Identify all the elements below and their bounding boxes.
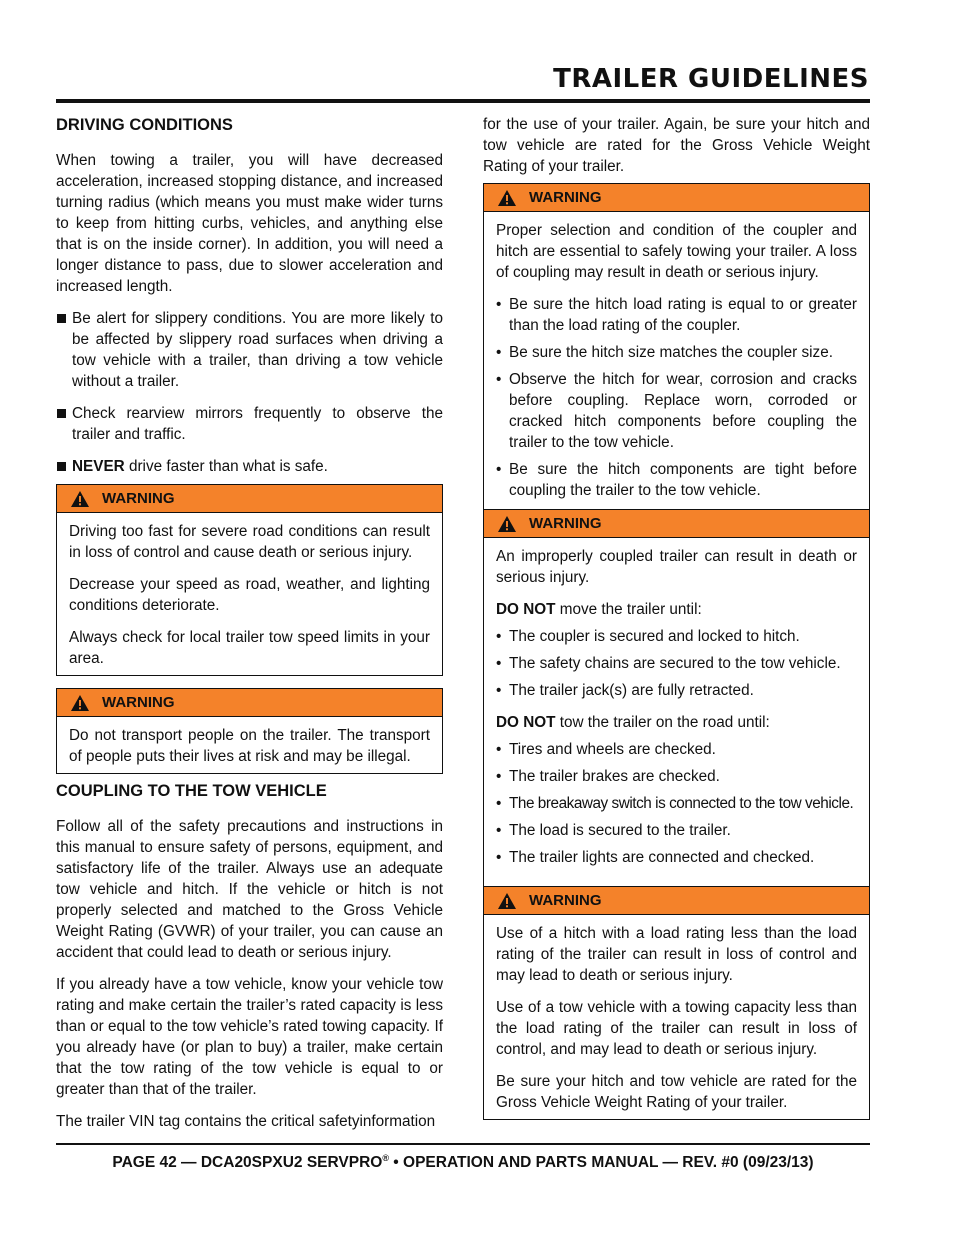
bullet-text: The load is secured to the trailer. [509,822,731,839]
footer-text: • OPERATION AND PARTS MANUAL — REV. #0 (09/23/13) [388,1154,814,1172]
bullet-dot-icon: • [496,768,502,785]
coupling-heading: COUPLING TO THE TOW VEHICLE [56,782,327,800]
never-bold: NEVER [72,458,125,475]
bullet-dot-icon: • [496,461,502,478]
warning-text: Use of a tow vehicle with a towing capacity less than the load rating of the trailer can result in loss of control, and may lead to death or serious injury. [496,999,857,1058]
bullet-text: Observe the hitch for wear, corrosion and cracks before coupling. Replace worn, corroded or cracked hitch components before coupling the trailer to the tow vehicle. [509,371,857,451]
bullet-dot-icon: • [496,795,501,812]
warning-header [57,689,442,717]
registered-mark: ® [382,1153,389,1163]
list-item [496,369,857,453]
bullet-dot-icon: • [496,741,502,758]
bullet-text: Tires and wheels are checked. [509,741,716,758]
bullet-text: Be sure the hitch components are tight before coupling the trailer to the tow vehicle. [509,461,857,499]
square-bullet-icon [57,462,66,471]
warning-triangle-icon [70,694,90,712]
list-item [496,342,857,363]
warning-label: WARNING [102,490,175,507]
warning-text: Be sure your hitch and tow vehicle are rated for the Gross Vehicle Weight Rating of your trailer. [496,1073,857,1111]
warning-header [484,509,869,538]
bullet-text: The breakaway switch is connected to the tow vehicle. [509,795,854,812]
bullet-dot-icon: • [496,849,502,866]
do-not-tow-line [496,712,857,733]
warning-body [57,513,442,675]
warning-text: Always check for local trailer tow speed limits in your area. [69,629,430,667]
warning-label: WARNING [529,515,602,532]
continuation-text: for the use of your trailer. Again, be sure your hitch and tow vehicle are rated for the Gross Vehicle Weight Rating of your trailer. [483,116,870,175]
warning-text: Do not transport people on the trailer. The transport of people puts their lives at risk and may be illegal. [69,727,430,765]
footer-text: PAGE 42 — DCA20SPXU2 SERVPRO [112,1154,383,1172]
coupling-text: If you already have a tow vehicle, know your vehicle tow rating and make certain the trailer’s rated capacity is less than or equal to the tow vehicle’s rated towing capacity. If you already have (or plan to buy) a trailer, make certain that the tow rating of the tow vehicle is equal to or greater than that of the trailer. [56,976,443,1098]
bullet-text: The coupler is secured and locked to hitch. [509,628,800,645]
bullet-text: Be sure the hitch load rating is equal to or greater than the load rating of the coupler. [509,296,857,334]
page-footer [56,1153,870,1172]
left-column [56,114,443,1143]
warning-header [484,886,869,915]
list-item [56,403,443,445]
page-title: TRAILER GUIDELINES [553,64,869,94]
list-item [496,847,857,868]
driving-intro: When towing a trailer, you will have decreased acceleration, increased stopping distance, and increased turning radius (which means you must make wider turns to keep from hitting curbs, vehicles, and anything else that is on the inside corner). In addition, you will need a longer distance to pass, due to slower acceleration and increased length. [56,152,443,295]
list-item [496,680,857,701]
do-not-text: move the trailer until: [555,601,702,618]
bullet-dot-icon: • [496,344,502,361]
warning-body-coupling [484,538,869,886]
list-item [496,294,857,336]
do-not-move-line [496,599,857,620]
list-item [496,820,857,841]
bullet-dot-icon: • [496,682,502,699]
warning-box-speed [56,484,443,676]
bullet-dot-icon: • [496,655,502,672]
warning-triangle-icon [497,189,517,207]
warning-text: Use of a hitch with a load rating less than the load rating of the trailer can result in loss of control and may lead to death or serious injury. [496,925,857,984]
bullet-dot-icon: • [496,371,502,388]
warning-body-coupler [484,212,869,509]
driving-conditions-heading: DRIVING CONDITIONS [56,116,233,134]
warning-triangle-icon [497,892,517,910]
top-divider [56,99,870,103]
bullet-text: The trailer jack(s) are fully retracted. [509,682,754,699]
bullet-dot-icon: • [496,822,502,839]
do-not-bold: DO NOT [496,714,556,731]
bullet-text: The trailer brakes are checked. [509,768,720,785]
do-not-text: tow the trailer on the road until: [555,714,770,731]
list-item [56,308,443,392]
warning-label: WARNING [529,189,602,206]
warning-triangle-icon [70,490,90,508]
list-item [56,456,443,477]
list-item [496,793,857,814]
bullet-text: Be sure the hitch size matches the coupler size. [509,344,833,361]
warning-group [483,183,870,1120]
right-column [483,114,870,1120]
list-item [496,626,857,647]
coupling-text: Follow all of the safety precautions and instructions in this manual to ensure safety of persons, equipment, and satisfactory life of the trailer. Always use an adequate tow vehicle and hitch. If the vehicle or hitch is not properly selected and matched to the Gross Vehicle Weight Rating (GVWR) of your trailer, you can cause an accident that could lead to death or serious injury. [56,818,443,961]
warning-body [57,717,442,773]
bullet-text: Check rearview mirrors frequently to observe the trailer and traffic. [72,405,443,443]
coupling-text: The trailer VIN tag contains the critical safetyinformation [56,1113,436,1130]
warning-text: Proper selection and condition of the coupler and hitch are essential to safely towing your trailer. A loss of coupling may result in death or serious injury. [496,222,857,281]
never-text: drive faster than what is safe. [124,458,328,475]
warning-label: WARNING [529,892,602,909]
bullet-text: The safety chains are secured to the tow vehicle. [509,655,841,672]
list-item [496,766,857,787]
warning-box-passengers [56,688,443,774]
square-bullet-icon [57,409,66,418]
list-item [496,459,857,501]
list-item [496,739,857,760]
square-bullet-icon [57,314,66,323]
list-item [496,653,857,674]
warning-text: An improperly coupled trailer can result in death or serious injury. [496,548,857,586]
warning-triangle-icon [497,515,517,533]
do-not-bold: DO NOT [496,601,556,618]
warning-label: WARNING [102,694,175,711]
bullet-dot-icon: • [496,628,502,645]
warning-body-hitch-rating [484,915,869,1119]
warning-text: Decrease your speed as road, weather, and lighting conditions deteriorate. [69,576,430,614]
bullet-dot-icon: • [496,296,502,313]
bottom-divider [56,1143,870,1145]
bullet-text: The trailer lights are connected and checked. [509,849,815,866]
warning-header [484,184,869,212]
bullet-text: Be alert for slippery conditions. You are more likely to be affected by slippery road surfaces when driving a tow vehicle with a trailer, than driving a tow vehicle without a trailer. [72,310,443,390]
warning-text: Driving too fast for severe road conditions can result in loss of control and cause death or serious injury. [69,523,430,561]
warning-header [57,485,442,513]
